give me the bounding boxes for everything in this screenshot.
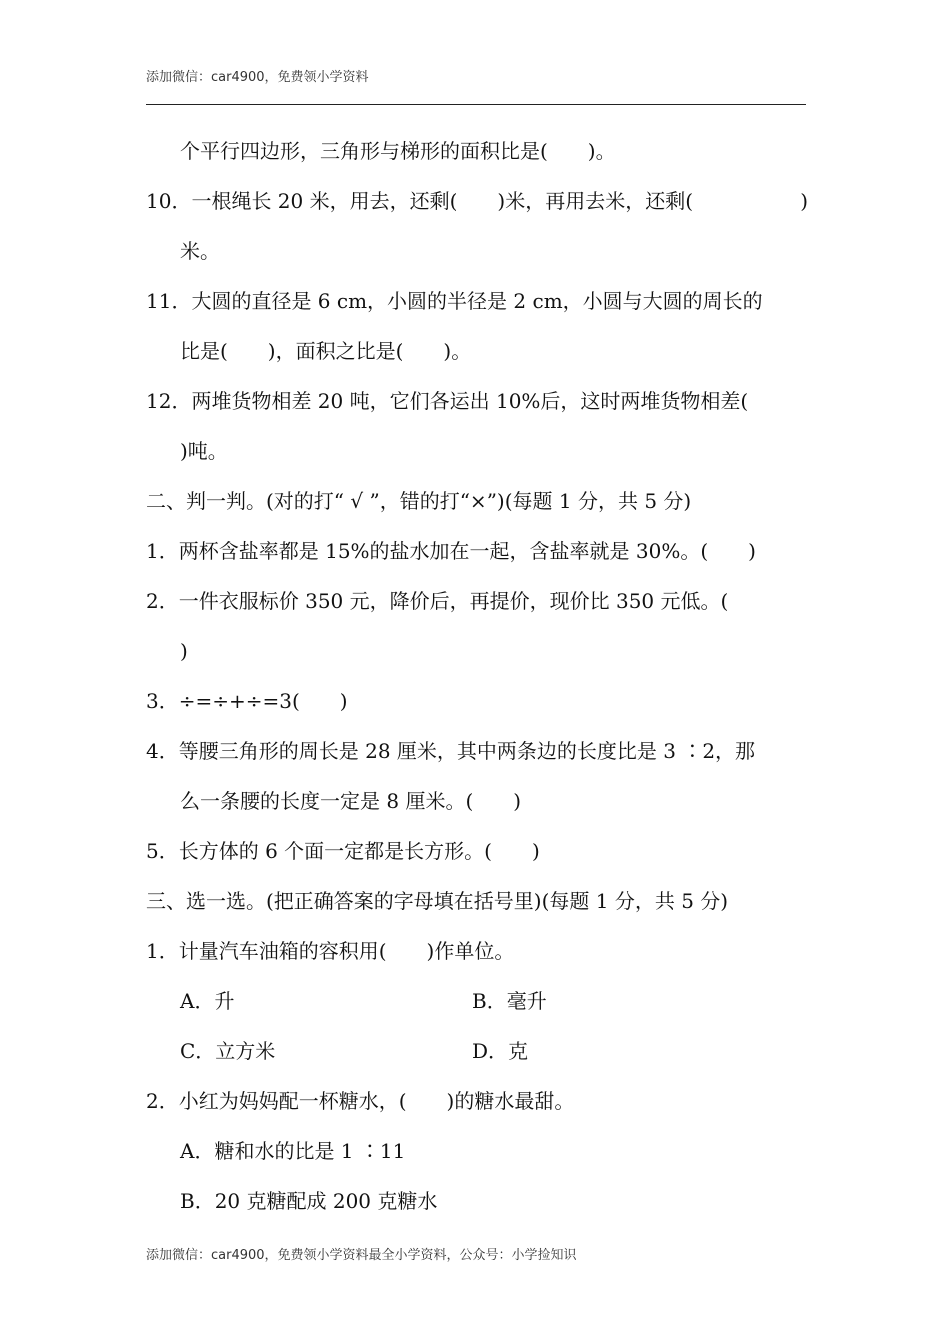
q10-text: 一根绳长 20 米，用去，还剩( )米，再用去米，还剩( — [191, 189, 694, 213]
page-footer: 添加微信：car4900，免费领小学资料最全小学资料，公众号：小学捡知识 — [146, 1248, 577, 1263]
judge-item-1 — [146, 526, 808, 576]
judge-item-text: 长方体的 6 个面一定都是长方形。( ) — [178, 839, 540, 863]
judge-item-2 — [146, 576, 808, 626]
judge-item-text: 两杯含盐率都是 15%的盐水加在一起，含盐率就是 30%。( ) — [178, 539, 756, 563]
judge-item-number: 2． — [146, 589, 179, 613]
option-c: C．立方米 — [180, 1039, 276, 1063]
q11-line — [146, 276, 808, 326]
page-header: 添加微信：car4900，免费领小学资料 — [146, 70, 369, 85]
q10-number: 10． — [146, 189, 192, 213]
q12-continuation: )吨。 — [180, 439, 228, 463]
judge-item-number: 4． — [146, 739, 179, 763]
q10-body — [146, 176, 693, 226]
option-a: A．升 — [180, 989, 235, 1013]
option-d: D．克 — [472, 1039, 529, 1063]
judge-item-3 — [146, 676, 808, 726]
judge-item-4-continuation: 么一条腰的长度一定是 8 厘米。( ) — [180, 789, 522, 813]
choice-q2 — [146, 1076, 808, 1126]
judge-item-4 — [146, 726, 808, 776]
judge-item-5 — [146, 826, 808, 876]
choice-q1-number: 1． — [146, 939, 179, 963]
q10-continuation: 米。 — [180, 239, 220, 263]
q12-number: 12． — [146, 389, 192, 413]
judge-item-text: 等腰三角形的周长是 28 厘米，其中两条边的长度比是 3 ∶2，那 — [178, 739, 756, 763]
q11-continuation: 比是( )，面积之比是( )。 — [180, 339, 472, 363]
section3-title: 三、选一选。(把正确答案的字母填在括号里)(每题 1 分，共 5 分) — [146, 889, 729, 913]
judge-item-number: 5． — [146, 839, 179, 863]
choice-q1-options-row2 — [146, 1026, 808, 1076]
judge-item-number: 3． — [146, 689, 179, 713]
judge-item-text: 一件衣服标价 350 元，降价后，再提价，现价比 350 元低。( — [178, 589, 729, 613]
q12-text: 两堆货物相差 20 吨，它们各运出 10%后，这时两堆货物相差( — [191, 389, 749, 413]
worksheet-content — [146, 126, 808, 1226]
q10-line — [146, 176, 808, 226]
judge-item-number: 1． — [146, 539, 179, 563]
section2-title: 二、判一判。(对的打“ √ ”，错的打“×”)(每题 1 分，共 5 分) — [146, 489, 692, 513]
judge-item-text: ÷=÷+÷=3( ) — [178, 689, 348, 713]
header-divider — [146, 104, 806, 105]
choice-q2-option-b: B．20 克糖配成 200 克糖水 — [180, 1189, 438, 1213]
q11-text: 大圆的直径是 6 cm，小圆的半径是 2 cm，小圆与大圆的周长的 — [191, 289, 763, 313]
choice-q1 — [146, 926, 808, 976]
q10-close-paren: ) — [800, 189, 808, 213]
choice-q2-number: 2． — [146, 1089, 179, 1113]
choice-q2-option-a: A．糖和水的比是 1 ∶11 — [180, 1139, 406, 1163]
choice-q1-options-row1 — [146, 976, 808, 1026]
choice-q2-text: 小红为妈妈配一杯糖水，( )的糖水最甜。 — [178, 1089, 575, 1113]
option-b: B．毫升 — [472, 989, 547, 1013]
q12-line — [146, 376, 808, 426]
q11-number: 11． — [146, 289, 192, 313]
q9-continuation: 个平行四边形，三角形与梯形的面积比是( )。 — [180, 139, 616, 163]
judge-item-2-continuation: ) — [180, 639, 188, 663]
choice-q1-text: 计量汽车油箱的容积用( )作单位。 — [178, 939, 515, 963]
